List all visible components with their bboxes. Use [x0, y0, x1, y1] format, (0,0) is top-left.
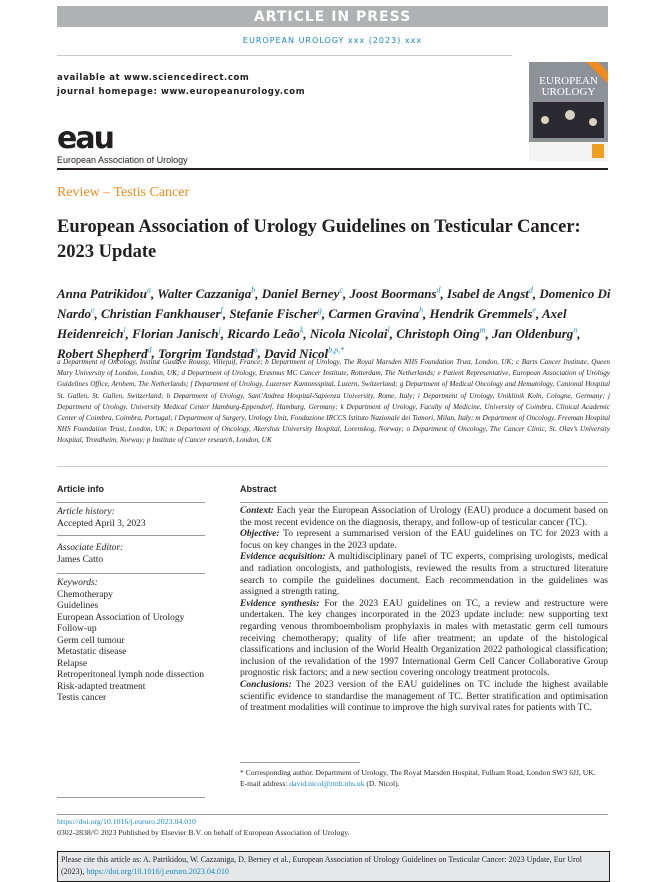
keyword-item: Chemotherapy: [57, 589, 113, 600]
history-label: Article history:: [57, 507, 115, 517]
masthead-divider: [57, 168, 608, 170]
keywords-label: Keywords:: [57, 578, 98, 588]
article-info-heading: Article info: [57, 484, 105, 494]
author-name[interactable]: David Nicol$^{b,p,*}$: [264, 345, 345, 361]
abstract-objective: Objective: To represent a summarised version of the EAU guidelines on TC for 2023 with a focus on key changes in the 2023 update.: [240, 529, 608, 551]
article-title: European Association of Urology Guidelines on Testicular Cancer: 2023 Update: [57, 217, 581, 262]
keyword-item: Metastatic disease: [57, 647, 127, 657]
editor-label: Associate Editor:: [57, 543, 124, 553]
history-divider: [57, 535, 205, 536]
abstract-acquisition: Evidence acquisition: A multidisciplinary panel of TC experts, comprising urologists, medical and radiation oncologists, and pathologists, reviewed the results from a structured literature search to compile the guidelines document. Each recommendation in the guidelines was assigned a strength rating.: [240, 552, 609, 598]
author-name[interactable]: Anna Patrikidou$^a$: [57, 286, 151, 302]
eau-logo: [57, 121, 207, 167]
editor-value: James Catto: [57, 554, 104, 565]
keyword-item: Germ cell tumour: [57, 635, 125, 646]
author-affiliation-marker[interactable]: b: [251, 286, 256, 295]
doi-link[interactable]: https://doi.org/10.1016/j.eururo.2023.04.010: [57, 817, 196, 826]
author-name[interactable]: Stefanie Fischer$^g$: [229, 305, 322, 322]
keyword-item: Risk-adapted treatment: [57, 681, 146, 692]
keywords: [57, 578, 207, 705]
footnote-divider: [240, 762, 360, 763]
author-affiliation-marker[interactable]: m: [479, 325, 486, 335]
author-affiliation-marker[interactable]: d: [147, 345, 152, 355]
author-name[interactable]: Ricardo Leão$^k$: [227, 325, 304, 341]
abstract-divider: [240, 502, 608, 503]
journal-links: [57, 71, 305, 99]
cover-badge: [592, 144, 604, 158]
author-name[interactable]: Florian Janisch$^j$: [132, 325, 221, 341]
footer-divider: [57, 814, 608, 815]
corresponding-author-text: * Corresponding author. Department of Urology, The Royal Marsden Hospital, Fulham Road, London SW3 6JJ, UK.: [240, 768, 596, 777]
article-section: Review – Testis Cancer: [57, 185, 190, 200]
author-affiliation-marker[interactable]: n: [573, 325, 578, 335]
history-value: Accepted April 3, 2023: [57, 518, 146, 529]
editor-divider: [57, 573, 205, 574]
header-divider: [57, 55, 512, 56]
author-affiliation-marker[interactable]: k: [299, 325, 304, 335]
keyword-item: European Association of Urology: [57, 612, 185, 623]
left-column-end-divider: [57, 797, 205, 798]
article-in-press-banner: ARTICLE IN PRESS: [57, 6, 608, 27]
keyword-item: Retroperitoneal lymph node dissection: [57, 670, 204, 680]
author-name[interactable]: Walter Cazzaniga$^b$: [157, 286, 256, 302]
keyword-item: Follow-up: [57, 624, 97, 634]
keyword-item: Guidelines: [57, 601, 99, 611]
copyright-line: 0302-2838/© 2023 Published by Elsevier B.V. on behalf of European Association of Urology.: [57, 827, 350, 837]
front-matter-divider: [57, 466, 608, 467]
keyword-item: Testis cancer: [57, 693, 107, 703]
author-name[interactable]: Christian Fankhauser$^f$: [101, 305, 223, 322]
associate-editor: [57, 543, 207, 566]
abstract-synthesis: Evidence synthesis: For the 2023 EAU guidelines on TC, a review and restructure were undertaken. The key changes incorporated in the 2023 update include: new supporting text regarding venous thromboembolism prophylaxis in males with metastatic germ cell tumours receiving chemotherapy; quality of life after treatment; an update of the histological classifications and inclusion of the World Health Organization 2022 pathological classification; inclusion of the revalidation of the 1997 International Germ Cell Cancer Collaborative Group prognostic risk factors; and a new section covering oncology treatment protocols.: [240, 598, 608, 679]
author-affiliation-marker[interactable]: f: [220, 305, 223, 315]
author-affiliation-marker[interactable]: j: [218, 325, 221, 335]
author-affiliation-marker[interactable]: g: [317, 305, 322, 315]
author-affiliation-marker[interactable]: b,p,*: [328, 345, 345, 355]
keyword-list: [57, 590, 207, 705]
article-info-divider: [57, 502, 205, 503]
footer: [57, 817, 350, 838]
abstract-body: [240, 506, 608, 715]
author-name[interactable]: Domenico Di Nardo$^e$: [57, 286, 611, 322]
abstract-context: Context: Each year the European Association of Urology (EAU) produce a document based on the most recent evidence on the diagnosis, therapy, and follow-up of testicular cancer (TC).: [240, 506, 608, 528]
author-affiliation-marker[interactable]: d: [528, 286, 533, 295]
author-affiliation-marker[interactable]: a: [146, 286, 151, 295]
author-affiliation-marker[interactable]: d: [436, 286, 441, 295]
author-affiliation-marker[interactable]: h: [418, 305, 423, 315]
article-history: [57, 507, 207, 530]
email-link[interactable]: david.nicol@rmh.nhs.uk: [289, 778, 365, 788]
email-suffix: (D. Nicol).: [366, 778, 400, 788]
author-affiliation-marker[interactable]: l: [387, 325, 390, 335]
abstract-heading: Abstract: [240, 484, 277, 494]
citation-text: Please cite this article as: A. Patrikidou, W. Cazzaniga, D. Berney et al., European Association of Urology Guidelines on Testicular Cancer: 2023 Update, Eur Urol (2023),: [61, 855, 582, 876]
eau-logo-mark: eau: [57, 121, 113, 156]
author-name[interactable]: Christoph Oing$^m$: [396, 325, 486, 341]
available-at-link[interactable]: available at www.sciencedirect.com: [57, 73, 250, 83]
author-name[interactable]: Axel Heidenreich$^i$: [57, 306, 567, 341]
author-name[interactable]: Isabel de Angst$^d$: [447, 286, 533, 302]
author-list: Anna Patrikidou$^a$, Walter Cazzaniga$^b$, Daniel Berney$^c$, Joost Boormans$^d$, Isabel de Angst$^d$, Domenico Di Nardo$^e$, Christian Fankhauser$^f$, Stefanie Fischer$^g$, Carmen Gravina$^h$, Hendrik Gremmels$^e$, Axel Heidenreich$^i$, Florian Janisch$^j$, Ricardo Leão$^k$, Nicola Nicolai$^l$, Christoph Oing$^m$, Jan Oldenburg$^n$, Robert Shepherd$^d$, Torgrim Tandstad$^o$, David Nicol$^{b,p,*}$: [57, 286, 611, 361]
journal-homepage-link[interactable]: journal homepage: www.europeanurology.com: [57, 87, 306, 97]
author-name[interactable]: Nicola Nicolai$^l$: [309, 325, 390, 341]
citation-doi-link[interactable]: https://doi.org/10.1016/j.eururo.2023.04.010: [86, 866, 229, 876]
author-affiliation-marker[interactable]: i: [123, 325, 126, 335]
author-affiliation-marker[interactable]: o: [253, 345, 258, 355]
author-affiliation-marker[interactable]: e: [532, 305, 536, 315]
author-name[interactable]: Jan Oldenburg$^n$: [492, 325, 578, 341]
citation-box: [57, 851, 610, 882]
author-name[interactable]: Daniel Berney$^c$: [261, 286, 343, 302]
cover-image: [533, 102, 604, 138]
author-affiliation-marker[interactable]: c: [339, 286, 343, 295]
abstract-conclusions: Conclusions: The 2023 version of the EAU guidelines on TC include the highest available scientific evidence to standardise the management of TC. Better stratification and optimisation of treatment modalities will continue to improve the high survival rates for patients with TC.: [240, 679, 608, 714]
author-affiliation-marker[interactable]: e: [90, 305, 95, 315]
author-name[interactable]: Robert Shepherd$^d$: [57, 345, 152, 361]
author-name[interactable]: Carmen Gravina$^h$: [328, 305, 423, 322]
journal-running-header: EUROPEAN UROLOGY xxx (2023) xxx: [242, 36, 423, 45]
corresponding-author: [240, 768, 608, 789]
author-name[interactable]: Hendrik Gremmels$^e$: [429, 305, 536, 322]
author-name[interactable]: Joost Boormans$^d$: [349, 286, 441, 302]
eau-logo-name: European Association of Urology: [57, 155, 188, 165]
journal-cover-thumbnail[interactable]: [529, 62, 608, 161]
affiliations: a Department of Oncology, Institut Gustave Roussy, Villejuif, France; b Department of Urology, The Royal Marsden NHS Foundation Trust, London, UK; c Barts Cancer Institute, Queen Mary University of London, London, UK; d Department of Urology, Erasmus MC Cancer Institute, Rotterdam, The Netherlands; e Patient Representative, European Association of Urology Guidelines Office, Arnhem, The Netherlands; f Department of Urology, Luzerner Kantonsspital, Luzern, Switzerland; g Department of Medical Oncology and Hematology, Cantonal Hospital St. Gallen, St. Gallen, Switzerland; h Department of Urology, Sant’Andrea Hospital-Sapienza University, Rome, Italy; i Department of Urology, Uniklinik Koln, Cologne, Germany; j Department of Urology, University Medical Center Hamburg-Eppendorf, Hamburg, Germany; k Department of Urology, Faculty of Medicine, University of Coimbra, Clinical Academic Center of Coimbra, Coimbra, Portugal; l Department of Surgery, Urology Unit, Fondazione IRCCS Istituto Nazionale dei Tumori, Milan, Italy; m Department of Oncology, Freeman Hospital NHS Foundation Trust, London, UK; n Department of Oncology, Akershus University Hospital, Lorenskog, Norway; o Department of Oncology, The Cancer Clinic, St. Olav’s University Hospital, Trondheim, Norway; p Institute of Cancer research, London, UK: [57, 358, 610, 445]
email-label: E-mail address:: [240, 778, 288, 788]
cover-title: EUROPEAN UROLOGY: [539, 75, 598, 98]
author-name[interactable]: Torgrim Tandstad$^o$: [158, 345, 258, 361]
cover-footer: [529, 142, 608, 161]
keyword-item: Relapse: [57, 658, 88, 669]
